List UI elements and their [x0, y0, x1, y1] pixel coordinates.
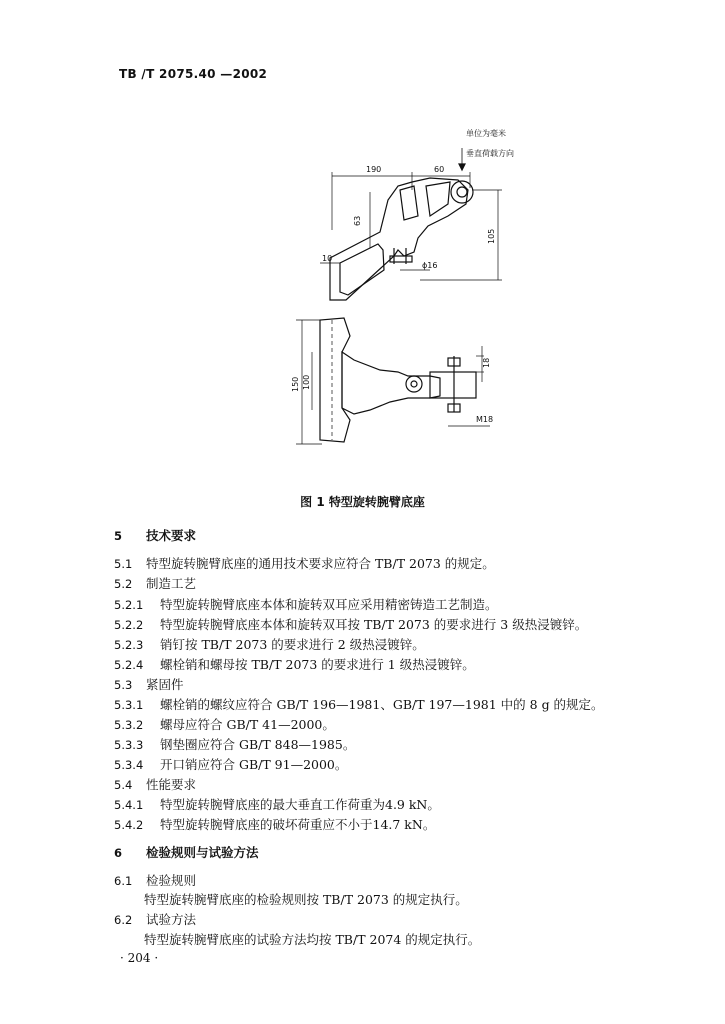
dim-150: 150 [291, 376, 300, 392]
dim-18: 18 [482, 357, 491, 368]
load-direction-note: 垂直荷载方向 [466, 149, 514, 158]
dim-105: 105 [487, 228, 496, 244]
clause: 5.2 制造工艺 [114, 576, 197, 591]
clause: 5.3.3 钢垫圈应符合 GB/T 848—1985。 [114, 737, 356, 752]
section-heading: 5 技术要求 [114, 528, 197, 543]
dim-m18: M18 [476, 415, 494, 424]
clause: 5.1 特型旋转腕臂底座的通用技术要求应符合 TB/T 2073 的规定。 [114, 556, 495, 571]
clause: 5.4.1 特型旋转腕臂底座的最大垂直工作荷重为4.9 kN。 [114, 797, 440, 812]
clause: 5.3 紧固件 [114, 677, 184, 692]
technical-drawing [280, 120, 540, 460]
dim-63: 63 [353, 215, 362, 226]
clause: 5.3.2 螺母应符合 GB/T 41—2000。 [114, 717, 335, 732]
page-number: · 204 · [120, 951, 159, 965]
clause: 6.2 试验方法 [114, 912, 197, 927]
dim-100: 100 [302, 374, 311, 390]
clause: 5.2.4 螺栓销和螺母按 TB/T 2073 的要求进行 1 级热浸镀锌。 [114, 657, 475, 672]
clause: 5.2.2 特型旋转腕臂底座本体和旋转双耳按 TB/T 2073 的要求进行 3 级热浸镀锌。 [114, 617, 588, 632]
clause: 6.1 检验规则 [114, 873, 197, 888]
clause: 5.4 性能要求 [114, 777, 197, 792]
clause: 5.4.2 特型旋转腕臂底座的破坏荷重应不小于14.7 kN。 [114, 817, 436, 832]
dim-10: 10 [322, 254, 333, 263]
clause: 5.2.3 销钉按 TB/T 2073 的要求进行 2 级热浸镀锌。 [114, 637, 425, 652]
dim-phi16: ϕ16 [422, 261, 438, 270]
section-heading: 6 检验规则与试验方法 [114, 845, 259, 860]
dim-190: 190 [366, 165, 382, 174]
clause: 5.3.4 开口销应符合 GB/T 91—2000。 [114, 757, 348, 772]
clause: 5.3.1 螺栓销的螺纹应符合 GB/T 196—1981、GB/T 197—1981 中的 8 g 的规定。 [114, 697, 604, 712]
paragraph: 特型旋转腕臂底座的检验规则按 TB/T 2073 的规定执行。 [144, 892, 468, 907]
clause: 5.2.1 特型旋转腕臂底座本体和旋转双耳应采用精密铸造工艺制造。 [114, 597, 498, 612]
unit-note: 单位为毫米 [466, 129, 506, 138]
paragraph: 特型旋转腕臂底座的试验方法均按 TB/T 2074 的规定执行。 [144, 932, 481, 947]
dim-60: 60 [434, 165, 445, 174]
standard-code-header: TB /T 2075.40 —2002 [119, 67, 268, 81]
figure-caption: 图 1 特型旋转腕臂底座 [300, 495, 425, 509]
